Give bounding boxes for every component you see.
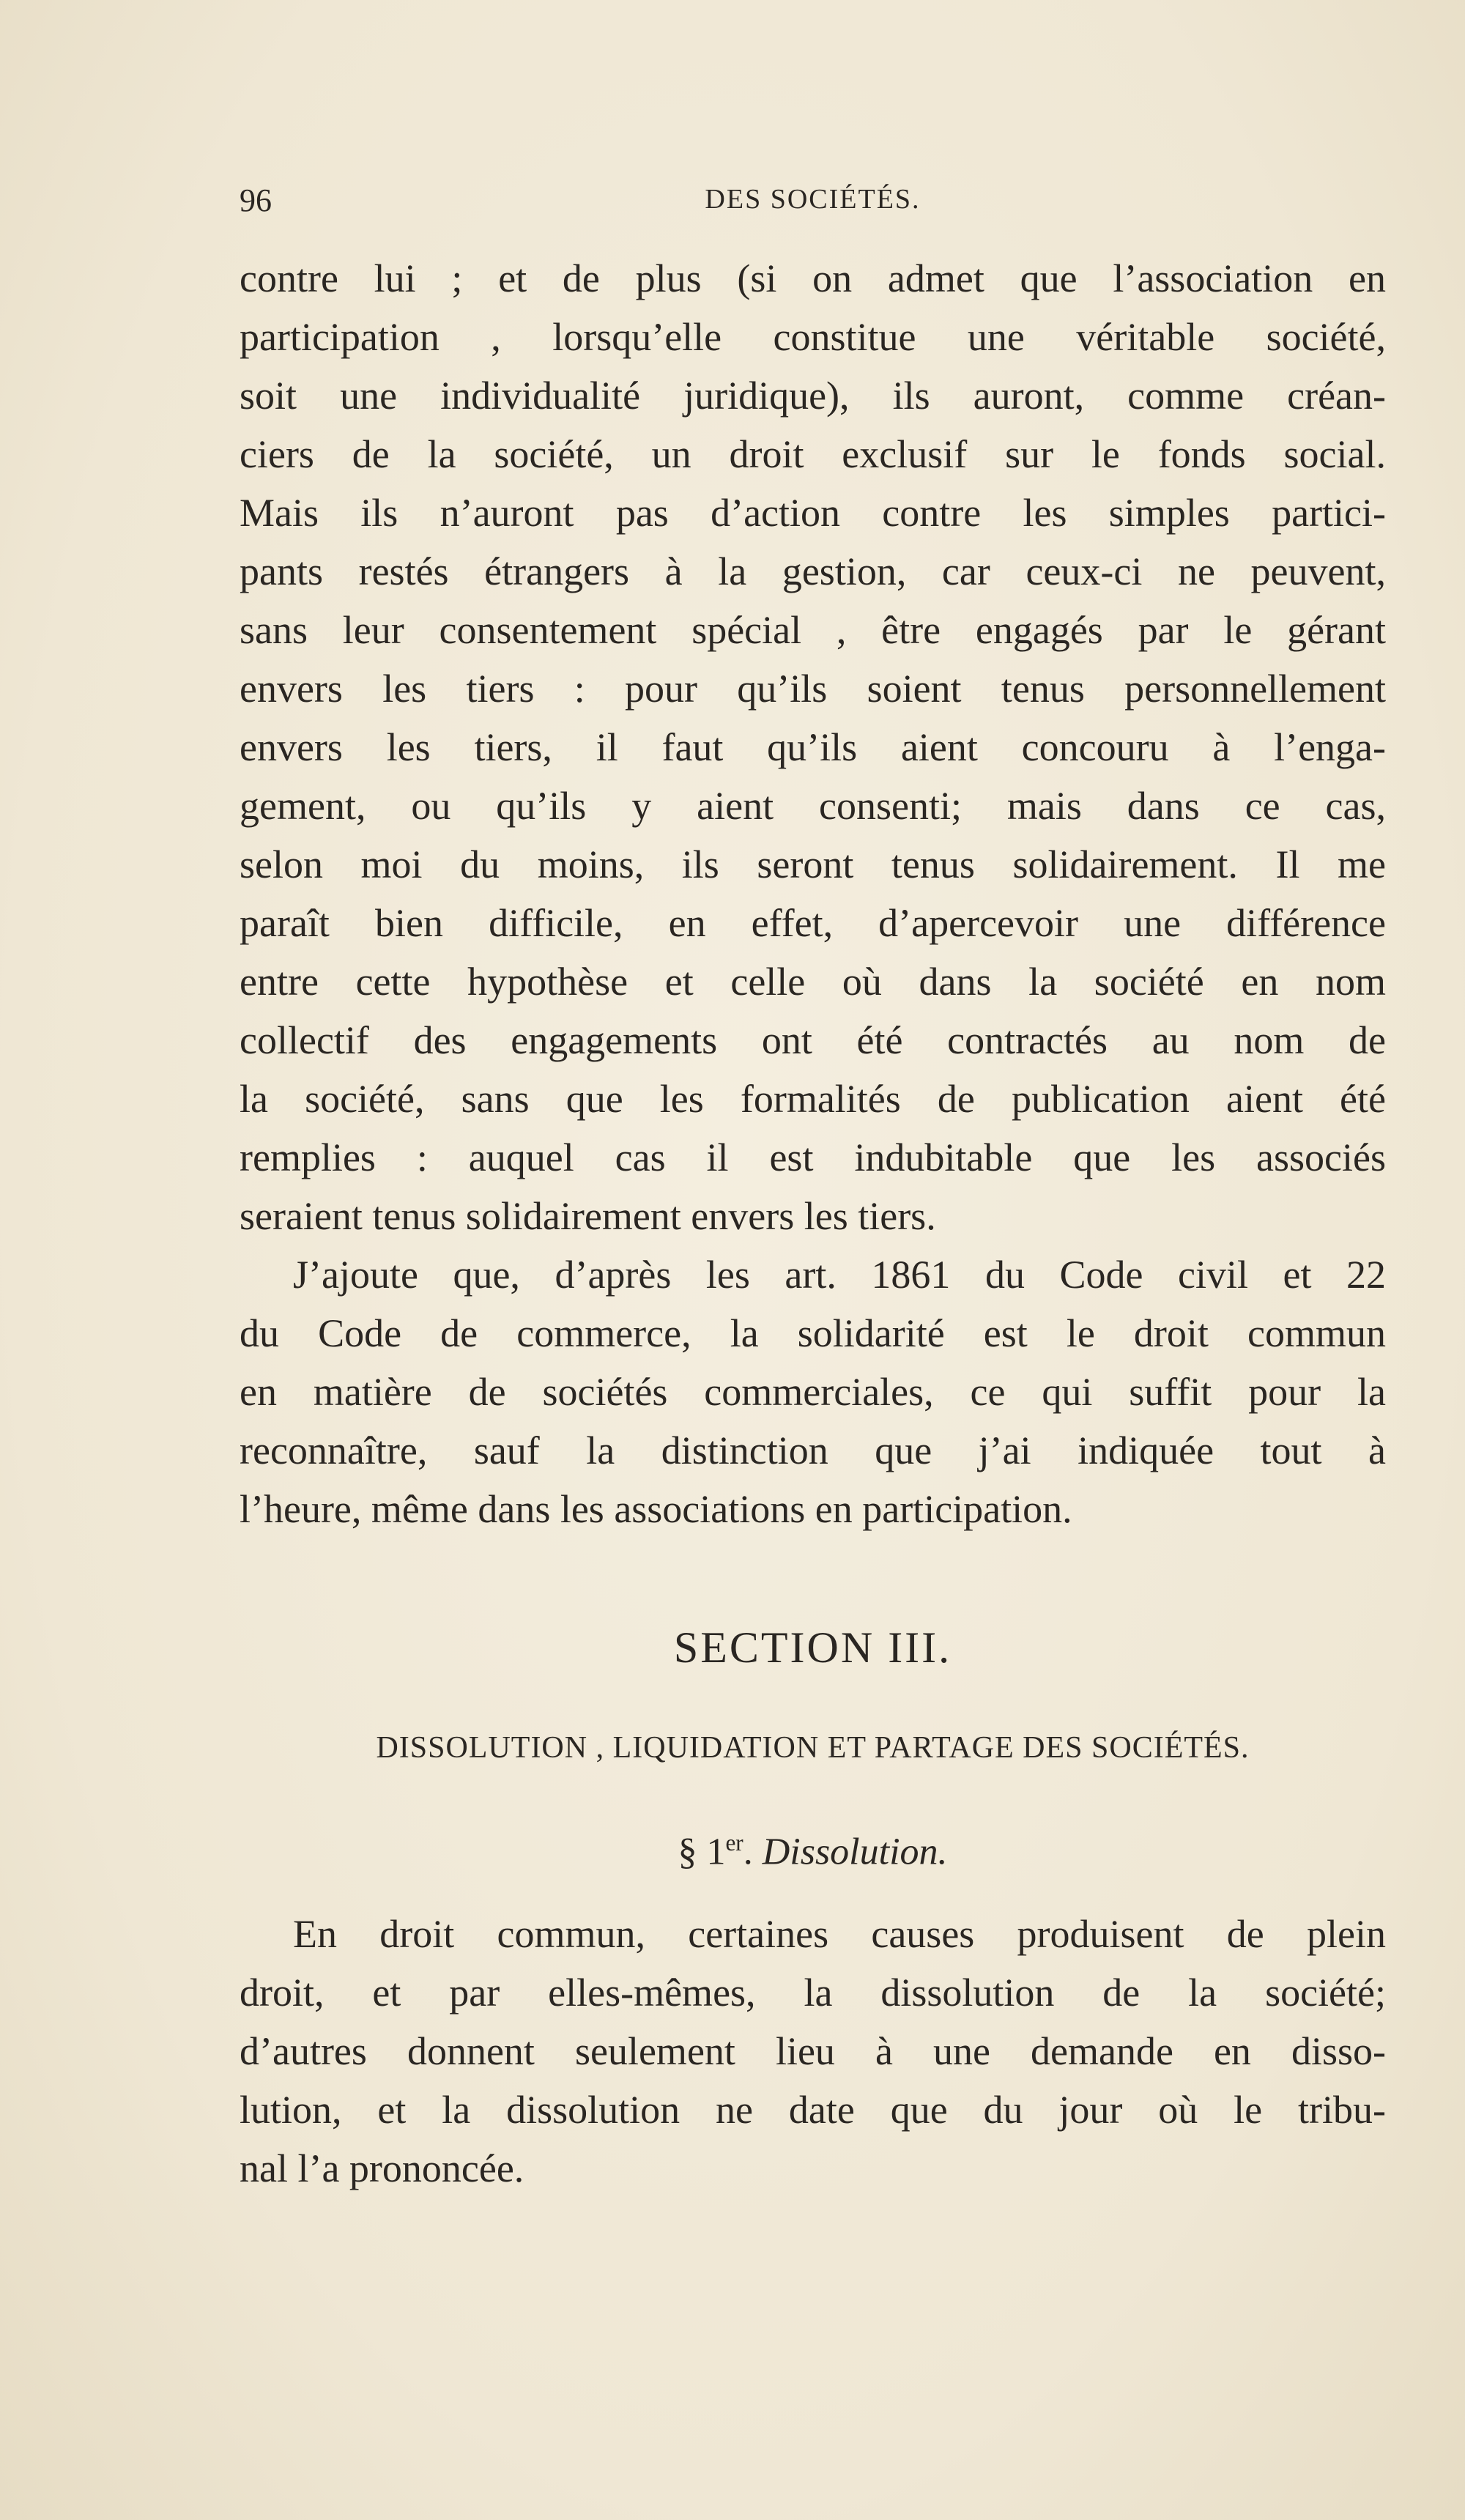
text-line: la société, sans que les formalités de publication aient été — [240, 1077, 1386, 1121]
text-line: participation , lorsqu’elle constitue une véritable société, — [240, 315, 1386, 359]
paragraph-mark: § 1 — [678, 1831, 726, 1873]
text-line: collectif des engagements ont été contractés au nom de — [240, 1018, 1386, 1062]
text-line: entre cette hypothèse et celle où dans la société en nom — [240, 960, 1386, 1004]
paragraph-title: Dissolution. — [762, 1831, 948, 1873]
page-number: 96 — [240, 182, 272, 218]
text-line: du Code de commerce, la solidarité est le droit commun — [240, 1311, 1386, 1355]
paragraph-heading — [240, 1830, 1386, 1873]
text-line: seraient tenus solidairement envers les tiers. — [240, 1194, 936, 1238]
section-title: SECTION III. — [673, 1623, 952, 1672]
text-line: En droit commun, certaines causes produisent de plein — [293, 1912, 1386, 1956]
section-subtitle: DISSOLUTION , LIQUIDATION ET PARTAGE DES SOCIÉTÉS. — [376, 1731, 1250, 1765]
text-line: remplies : auquel cas il est indubitable que les associés — [240, 1135, 1386, 1179]
text-line: sans leur consentement spécial , être engagés par le gérant — [240, 608, 1386, 652]
text-line: reconnaître, sauf la distinction que j’ai indiquée tout à — [240, 1428, 1386, 1472]
paragraph-ordinal: er — [725, 1830, 743, 1856]
text-line: l’heure, même dans les associations en participation. — [240, 1487, 1072, 1531]
text-line: selon moi du moins, ils seront tenus solidairement. Il me — [240, 842, 1386, 886]
text-line: gement, ou qu’ils y aient consenti; mais dans ce cas, — [240, 784, 1386, 828]
text-line: nal l’a prononcée. — [240, 2146, 524, 2190]
text-line: droit, et par elles-mêmes, la dissolution de la société; — [240, 1971, 1386, 2015]
text-line: contre lui ; et de plus (si on admet que l’association en — [240, 256, 1386, 300]
text-line: envers les tiers : pour qu’ils soient tenus personnellement — [240, 667, 1386, 711]
text-line: Mais ils n’auront pas d’action contre les simples partici- — [240, 491, 1386, 535]
text-line: soit une individualité juridique), ils auront, comme créan- — [240, 374, 1386, 418]
text-line: pants restés étrangers à la gestion, car ceux-ci ne peuvent, — [240, 549, 1386, 593]
text-line: en matière de sociétés commerciales, ce qui suffit pour la — [240, 1370, 1386, 1414]
text-line: J’ajoute que, d’après les art. 1861 du Code civil et 22 — [293, 1253, 1386, 1297]
text-line: paraît bien difficile, en effet, d’apercevoir une différence — [240, 901, 1386, 945]
running-head: DES SOCIÉTÉS. — [705, 184, 921, 215]
text-line: envers les tiers, il faut qu’ils aient concouru à l’enga- — [240, 725, 1386, 769]
page-header — [240, 182, 1386, 226]
text-line: ciers de la société, un droit exclusif sur le fonds social. — [240, 432, 1386, 476]
text-line: lution, et la dissolution ne date que du jour où le tribu- — [240, 2088, 1386, 2132]
paragraph-dot: . — [743, 1831, 763, 1873]
text-line: d’autres donnent seulement lieu à une demande en disso- — [240, 2029, 1386, 2073]
